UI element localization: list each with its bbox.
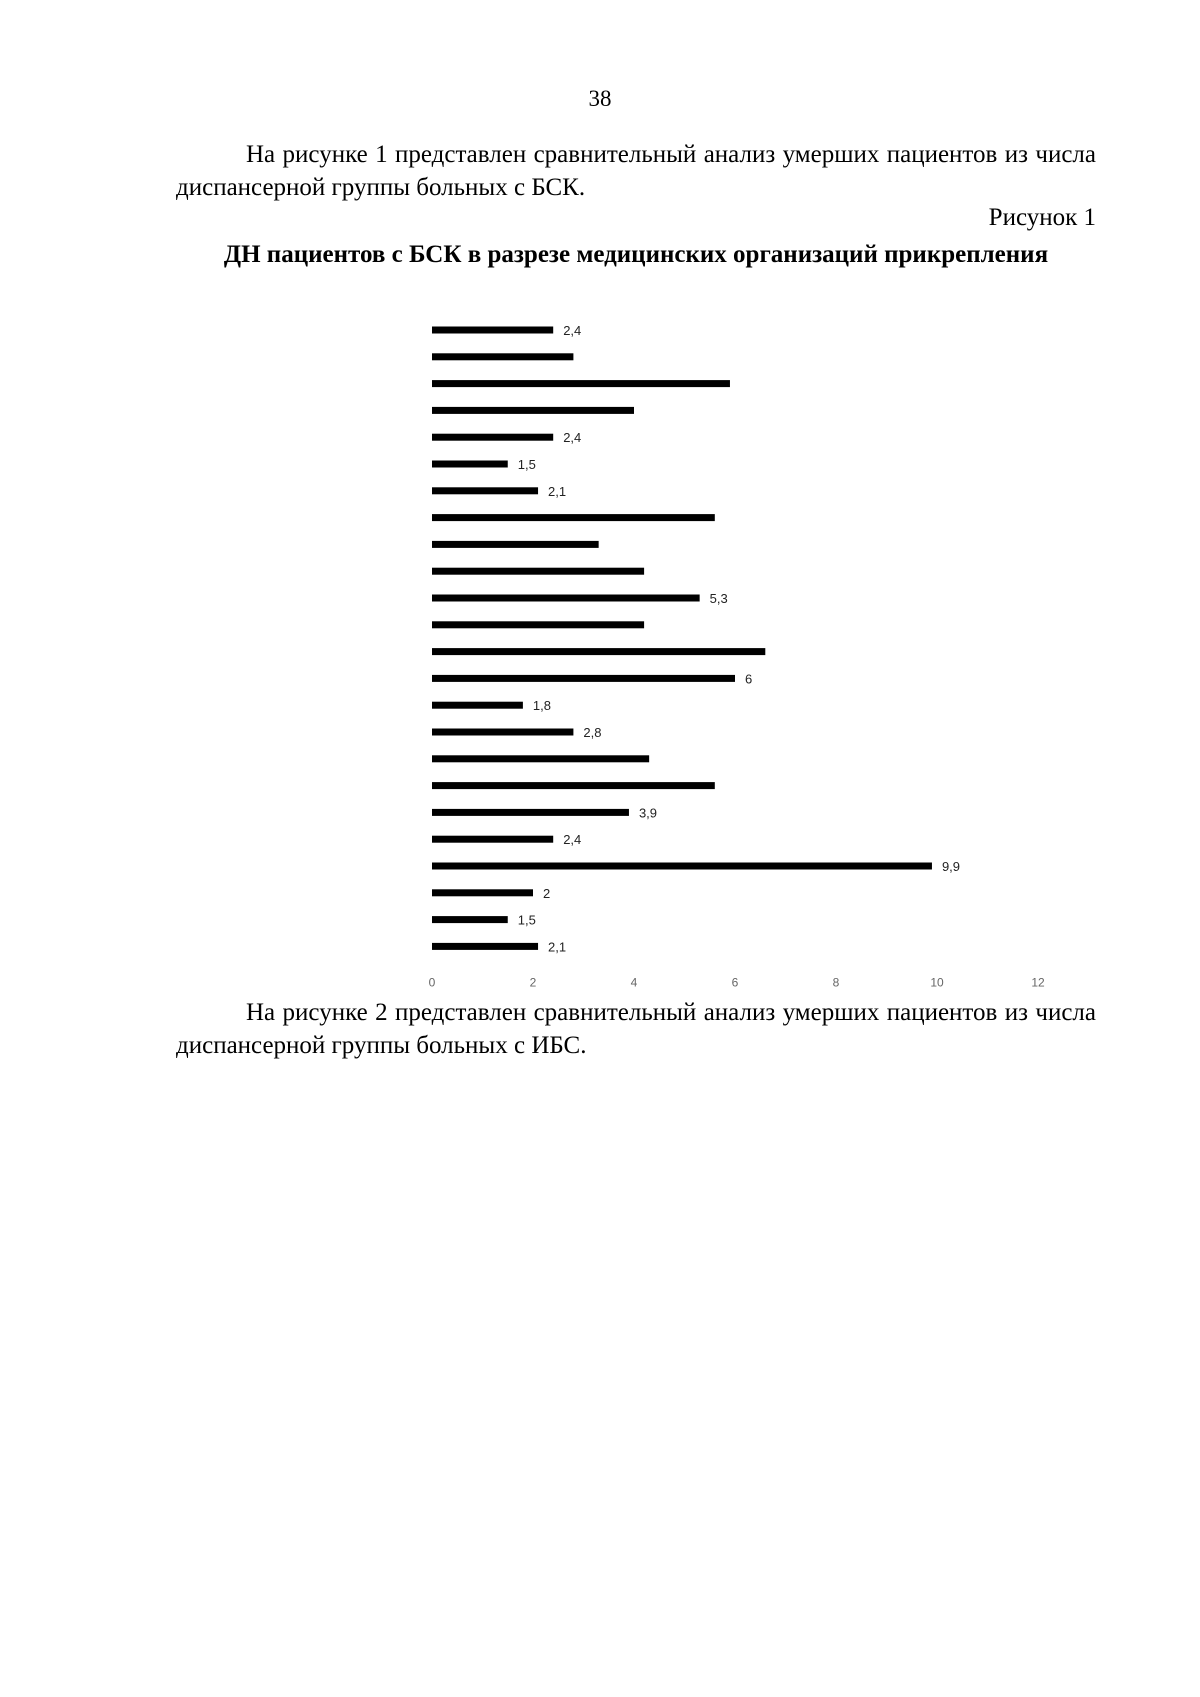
x-tick-label: 2 bbox=[529, 975, 537, 990]
bar-value-label: 2,8 bbox=[583, 725, 602, 740]
paragraph-intro: На рисунке 1 представлен сравнительный анализ умерших пациентов из числа диспансерной группы больных с БСК. bbox=[176, 141, 1096, 201]
bar-value-label: 2,4 bbox=[563, 323, 582, 338]
x-tick-label: 4 bbox=[630, 975, 638, 990]
x-tick-label: 10 bbox=[930, 975, 944, 990]
x-tick-label: 12 bbox=[1031, 975, 1045, 990]
bar bbox=[432, 461, 508, 468]
bar-chart bbox=[0, 310, 1200, 990]
bar bbox=[432, 595, 700, 602]
bar-value-label: 9,9 bbox=[941, 859, 961, 874]
bar bbox=[432, 916, 508, 923]
bar bbox=[432, 809, 629, 816]
bar-value-label: 2,4 bbox=[563, 430, 582, 446]
bar-value-label: 2,1 bbox=[548, 483, 567, 499]
bar bbox=[432, 675, 735, 682]
bar-value-label: 6 bbox=[745, 671, 753, 687]
x-tick-label: 6 bbox=[731, 975, 739, 990]
bar bbox=[432, 514, 715, 521]
paragraph-next-figure: На рисунке 2 представлен сравнительный анализ умерших пациентов из числа диспансерной группы больных с ИБС. bbox=[176, 999, 1096, 1059]
bar bbox=[432, 568, 644, 575]
bar bbox=[432, 541, 599, 548]
x-tick-label: 0 bbox=[428, 975, 436, 990]
bar bbox=[432, 863, 932, 870]
bar bbox=[432, 943, 538, 950]
bar bbox=[432, 702, 523, 709]
bar bbox=[432, 487, 538, 494]
bar bbox=[432, 353, 573, 360]
bar bbox=[432, 407, 634, 414]
bar bbox=[432, 327, 553, 334]
figure-label: Рисунок 1 bbox=[988, 204, 1096, 231]
chart-title: ДН пациентов с БСК в разрезе медицинских организаций прикрепления bbox=[223, 241, 1049, 268]
bar-value-label: 2,4 bbox=[563, 832, 582, 848]
bar bbox=[432, 729, 573, 736]
bar bbox=[432, 380, 730, 387]
bar bbox=[432, 889, 533, 896]
bar bbox=[432, 621, 644, 628]
bar bbox=[432, 434, 553, 441]
bar-value-label: 2 bbox=[543, 885, 551, 901]
bar bbox=[432, 836, 553, 843]
x-tick-label: 8 bbox=[832, 975, 840, 990]
bar-value-label: 1,5 bbox=[517, 457, 536, 472]
bar-value-label: 1,5 bbox=[517, 912, 536, 928]
bar bbox=[432, 755, 649, 762]
page-number: 38 bbox=[588, 86, 612, 111]
bar-value-label: 2,1 bbox=[548, 939, 567, 955]
bar-value-label: 3,9 bbox=[638, 805, 658, 821]
bar-value-label: 1,8 bbox=[532, 698, 551, 714]
bar bbox=[432, 648, 765, 655]
bar bbox=[432, 782, 715, 789]
bar-value-label: 5,3 bbox=[709, 591, 728, 606]
